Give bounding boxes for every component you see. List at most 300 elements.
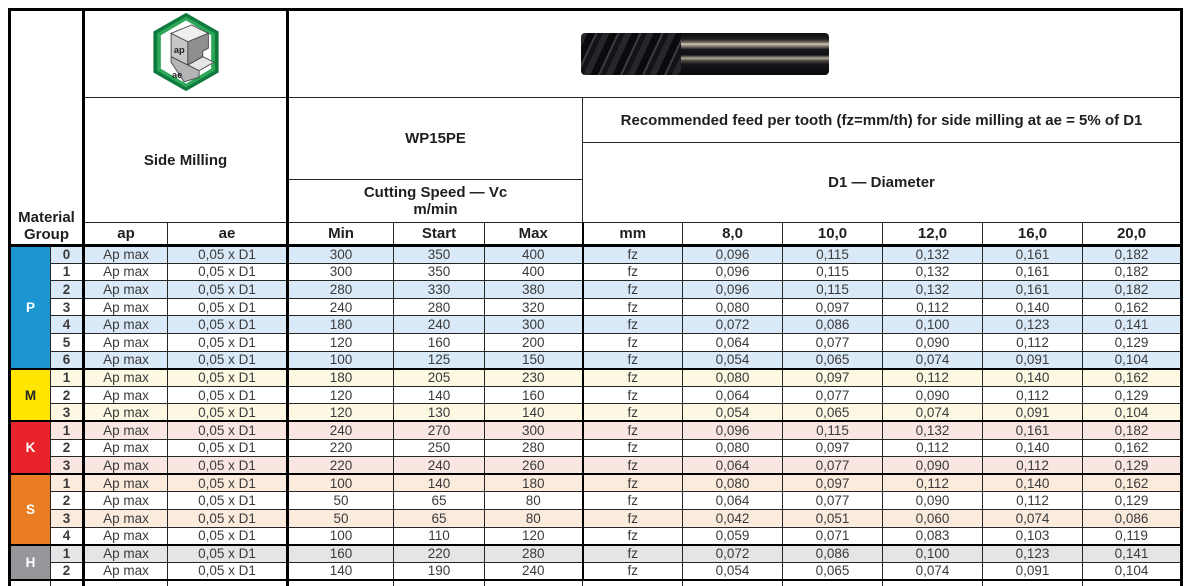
fz-d8-cell: 0,054	[683, 404, 783, 422]
ap-max-cell: Ap max	[84, 246, 168, 264]
material-group-line1: Material	[18, 208, 75, 226]
fz-d16-cell: 0,140	[983, 298, 1083, 316]
fz-d8-cell: 0,096	[683, 246, 783, 264]
empty-cell	[10, 580, 51, 586]
col-d20: 20,0	[1083, 223, 1182, 246]
vc-min-cell: 280	[288, 281, 394, 299]
vc-max-cell: 150	[485, 351, 583, 369]
vc-min-cell: 160	[288, 545, 394, 563]
fz-d8-cell: 0,072	[683, 316, 783, 334]
fz-d20-cell: 0,104	[1083, 351, 1182, 369]
fz-d8-cell: 0,096	[683, 281, 783, 299]
fz-d20-cell: 0,129	[1083, 492, 1182, 510]
fz-d10-cell: 0,086	[783, 316, 883, 334]
vc-max-cell: 400	[485, 263, 583, 281]
iso-group-number: 3	[51, 509, 84, 527]
vc-min-cell: 220	[288, 439, 394, 457]
ae-cell: 0,05 x D1	[168, 263, 288, 281]
vc-min-cell: 50	[288, 509, 394, 527]
ap-max-cell: Ap max	[84, 386, 168, 404]
fz-d10-cell: 0,051	[783, 509, 883, 527]
iso-group-number: 2	[51, 492, 84, 510]
table-row	[10, 404, 1182, 422]
material-group-header	[10, 10, 84, 246]
fz-d10-cell: 0,077	[783, 492, 883, 510]
fz-label-cell: fz	[583, 421, 683, 439]
table-row	[10, 562, 1182, 580]
empty-cell	[168, 580, 288, 586]
table-row	[10, 316, 1182, 334]
vc-min-cell: 50	[288, 492, 394, 510]
vc-min-cell: 240	[288, 421, 394, 439]
svg-text:ap: ap	[173, 44, 185, 55]
vc-start-cell: 350	[394, 263, 485, 281]
ae-cell: 0,05 x D1	[168, 474, 288, 492]
table-row	[10, 333, 1182, 351]
vc-start-cell: 160	[394, 333, 485, 351]
ap-max-cell: Ap max	[84, 439, 168, 457]
vc-max-cell: 380	[485, 281, 583, 299]
vc-max-cell: 180	[485, 474, 583, 492]
fz-d10-cell: 0,115	[783, 421, 883, 439]
fz-d10-cell: 0,115	[783, 246, 883, 264]
ae-cell: 0,05 x D1	[168, 333, 288, 351]
vc-start-cell: 250	[394, 439, 485, 457]
col-d10: 10,0	[783, 223, 883, 246]
fz-d10-cell: 0,097	[783, 439, 883, 457]
fz-label-cell: fz	[583, 316, 683, 334]
cutting-data-table	[8, 8, 1183, 586]
fz-d8-cell: 0,064	[683, 457, 783, 475]
vc-min-cell: 140	[288, 562, 394, 580]
empty-cell	[485, 580, 583, 586]
table-row	[10, 527, 1182, 545]
fz-d8-cell: 0,072	[683, 545, 783, 563]
ap-max-cell: Ap max	[84, 527, 168, 545]
material-group-band-S: S	[10, 474, 51, 544]
fz-d20-cell: 0,141	[1083, 316, 1182, 334]
iso-group-number: 6	[51, 351, 84, 369]
fz-d16-cell: 0,140	[983, 474, 1083, 492]
col-d8: 8,0	[683, 223, 783, 246]
ae-cell: 0,05 x D1	[168, 281, 288, 299]
ae-cell: 0,05 x D1	[168, 492, 288, 510]
ae-cell: 0,05 x D1	[168, 386, 288, 404]
vc-min-cell: 120	[288, 386, 394, 404]
ae-cell: 0,05 x D1	[168, 421, 288, 439]
iso-group-number: 2	[51, 562, 84, 580]
fz-label-cell: fz	[583, 281, 683, 299]
fz-label-cell: fz	[583, 386, 683, 404]
fz-d10-cell: 0,077	[783, 386, 883, 404]
ae-cell: 0,05 x D1	[168, 562, 288, 580]
fz-d10-cell: 0,065	[783, 562, 883, 580]
ae-cell: 0,05 x D1	[168, 439, 288, 457]
fz-d10-cell: 0,115	[783, 263, 883, 281]
vc-start-cell: 140	[394, 474, 485, 492]
iso-group-number: 2	[51, 386, 84, 404]
grade-heading: WP15PE	[288, 98, 583, 180]
col-max: Max	[485, 223, 583, 246]
fz-d16-cell: 0,103	[983, 527, 1083, 545]
vc-max-cell: 320	[485, 298, 583, 316]
fz-d12-cell: 0,074	[883, 562, 983, 580]
empty-cell	[288, 580, 394, 586]
fz-d10-cell: 0,097	[783, 369, 883, 387]
vc-min-cell: 300	[288, 246, 394, 264]
empty-cell	[394, 580, 485, 586]
iso-group-number: 2	[51, 439, 84, 457]
ae-cell: 0,05 x D1	[168, 316, 288, 334]
vc-max-cell: 230	[485, 369, 583, 387]
fz-label-cell: fz	[583, 333, 683, 351]
fz-d20-cell: 0,104	[1083, 404, 1182, 422]
iso-group-number: 3	[51, 404, 84, 422]
vc-start-cell: 220	[394, 545, 485, 563]
end-mill-flutes	[581, 33, 681, 75]
column-header-row	[10, 223, 1182, 246]
table-row	[10, 298, 1182, 316]
fz-d20-cell: 0,162	[1083, 298, 1182, 316]
side-milling-heading: Side Milling	[84, 98, 288, 223]
fz-d16-cell: 0,074	[983, 509, 1083, 527]
ae-cell: 0,05 x D1	[168, 404, 288, 422]
ap-max-cell: Ap max	[84, 316, 168, 334]
fz-d8-cell: 0,080	[683, 439, 783, 457]
feed-note: Recommended feed per tooth (fz=mm/th) for side milling at ae = 5% of D1	[583, 98, 1182, 143]
col-start: Start	[394, 223, 485, 246]
iso-group-number: 3	[51, 457, 84, 475]
fz-d10-cell: 0,071	[783, 527, 883, 545]
fz-d8-cell: 0,059	[683, 527, 783, 545]
ae-cell: 0,05 x D1	[168, 527, 288, 545]
vc-start-cell: 190	[394, 562, 485, 580]
cutting-speed-label: Cutting Speed — Vc	[363, 183, 508, 201]
fz-d12-cell: 0,090	[883, 333, 983, 351]
fz-d10-cell: 0,097	[783, 474, 883, 492]
fz-d12-cell: 0,100	[883, 545, 983, 563]
fz-d12-cell: 0,112	[883, 439, 983, 457]
cutting-data-body	[10, 246, 1182, 586]
fz-d8-cell: 0,064	[683, 492, 783, 510]
iso-group-number: 1	[51, 421, 84, 439]
fz-d20-cell: 0,162	[1083, 439, 1182, 457]
table-row	[10, 386, 1182, 404]
fz-d12-cell: 0,090	[883, 386, 983, 404]
fz-d20-cell: 0,141	[1083, 545, 1182, 563]
fz-label-cell: fz	[583, 263, 683, 281]
fz-label-cell: fz	[583, 404, 683, 422]
fz-d20-cell: 0,104	[1083, 562, 1182, 580]
fz-d8-cell: 0,064	[683, 386, 783, 404]
fz-d20-cell: 0,182	[1083, 421, 1182, 439]
iso-group-number: 1	[51, 263, 84, 281]
fz-d16-cell: 0,140	[983, 369, 1083, 387]
fz-d12-cell: 0,083	[883, 527, 983, 545]
fz-d10-cell: 0,086	[783, 545, 883, 563]
table-row	[10, 509, 1182, 527]
vc-max-cell: 280	[485, 545, 583, 563]
fz-d8-cell: 0,064	[683, 333, 783, 351]
fz-d8-cell: 0,096	[683, 421, 783, 439]
ae-cell: 0,05 x D1	[168, 509, 288, 527]
fz-d12-cell: 0,090	[883, 492, 983, 510]
fz-d20-cell: 0,086	[1083, 509, 1182, 527]
col-d12: 12,0	[883, 223, 983, 246]
col-min: Min	[288, 223, 394, 246]
fz-d20-cell: 0,129	[1083, 457, 1182, 475]
fz-d16-cell: 0,091	[983, 404, 1083, 422]
side-milling-ap-ae-icon	[148, 11, 224, 93]
ap-max-cell: Ap max	[84, 404, 168, 422]
fz-label-cell: fz	[583, 298, 683, 316]
vc-max-cell: 300	[485, 421, 583, 439]
vc-min-cell: 180	[288, 316, 394, 334]
vc-min-cell: 120	[288, 333, 394, 351]
ap-max-cell: Ap max	[84, 298, 168, 316]
vc-start-cell: 65	[394, 492, 485, 510]
vc-start-cell: 270	[394, 421, 485, 439]
vc-max-cell: 120	[485, 527, 583, 545]
fz-d16-cell: 0,112	[983, 386, 1083, 404]
empty-cell	[683, 580, 783, 586]
fz-d8-cell: 0,080	[683, 474, 783, 492]
end-mill-shank	[681, 33, 829, 75]
fz-d20-cell: 0,182	[1083, 246, 1182, 264]
fz-d16-cell: 0,123	[983, 316, 1083, 334]
material-group-line2: Group	[24, 225, 69, 243]
col-ae: ae	[168, 223, 288, 246]
col-d16: 16,0	[983, 223, 1083, 246]
vc-start-cell: 280	[394, 298, 485, 316]
header-row-2	[10, 98, 1182, 143]
empty-cell	[983, 580, 1083, 586]
ap-max-cell: Ap max	[84, 263, 168, 281]
vc-max-cell: 280	[485, 439, 583, 457]
vc-start-cell: 330	[394, 281, 485, 299]
vc-max-cell: 200	[485, 333, 583, 351]
fz-label-cell: fz	[583, 509, 683, 527]
ap-max-cell: Ap max	[84, 474, 168, 492]
vc-start-cell: 240	[394, 457, 485, 475]
ap-max-cell: Ap max	[84, 545, 168, 563]
fz-d12-cell: 0,090	[883, 457, 983, 475]
empty-cell	[51, 580, 84, 586]
ap-max-cell: Ap max	[84, 333, 168, 351]
fz-label-cell: fz	[583, 492, 683, 510]
vc-max-cell: 160	[485, 386, 583, 404]
iso-group-number: 1	[51, 474, 84, 492]
col-ap: ap	[84, 223, 168, 246]
vc-min-cell: 120	[288, 404, 394, 422]
table-row	[10, 492, 1182, 510]
tool-photo-cell	[288, 10, 1182, 98]
fz-d10-cell: 0,065	[783, 351, 883, 369]
fz-d12-cell: 0,074	[883, 351, 983, 369]
ae-cell: 0,05 x D1	[168, 457, 288, 475]
table-row	[10, 474, 1182, 492]
iso-group-number: 1	[51, 545, 84, 563]
vc-min-cell: 220	[288, 457, 394, 475]
fz-d20-cell: 0,162	[1083, 474, 1182, 492]
fz-d12-cell: 0,112	[883, 298, 983, 316]
material-group-band-M: M	[10, 369, 51, 422]
vc-max-cell: 80	[485, 509, 583, 527]
iso-group-number: 0	[51, 246, 84, 264]
fz-d20-cell: 0,129	[1083, 386, 1182, 404]
ae-cell: 0,05 x D1	[168, 369, 288, 387]
fz-d12-cell: 0,112	[883, 369, 983, 387]
ap-max-cell: Ap max	[84, 351, 168, 369]
ap-max-cell: Ap max	[84, 421, 168, 439]
fz-label-cell: fz	[583, 562, 683, 580]
material-group-band-H: H	[10, 545, 51, 580]
fz-d10-cell: 0,077	[783, 457, 883, 475]
fz-d10-cell: 0,065	[783, 404, 883, 422]
fz-d12-cell: 0,112	[883, 474, 983, 492]
vc-start-cell: 110	[394, 527, 485, 545]
vc-min-cell: 180	[288, 369, 394, 387]
fz-d12-cell: 0,060	[883, 509, 983, 527]
cutting-speed-unit: m/min	[413, 201, 458, 218]
col-mm: mm	[583, 223, 683, 246]
empty-cell	[84, 580, 168, 586]
fz-label-cell: fz	[583, 246, 683, 264]
fz-d12-cell: 0,132	[883, 421, 983, 439]
table-row	[10, 439, 1182, 457]
ap-max-cell: Ap max	[84, 457, 168, 475]
svg-text:ae: ae	[171, 70, 182, 81]
fz-label-cell: fz	[583, 527, 683, 545]
iso-group-number: 4	[51, 316, 84, 334]
vc-max-cell: 300	[485, 316, 583, 334]
fz-d10-cell: 0,077	[783, 333, 883, 351]
vc-max-cell: 80	[485, 492, 583, 510]
ap-max-cell: Ap max	[84, 369, 168, 387]
ap-max-cell: Ap max	[84, 562, 168, 580]
fz-d16-cell: 0,091	[983, 562, 1083, 580]
vc-start-cell: 240	[394, 316, 485, 334]
table-row	[10, 281, 1182, 299]
fz-label-cell: fz	[583, 474, 683, 492]
table-row	[10, 421, 1182, 439]
header-icon-row	[10, 10, 1182, 98]
ae-cell: 0,05 x D1	[168, 351, 288, 369]
fz-d8-cell: 0,096	[683, 263, 783, 281]
end-mill-photo	[581, 33, 829, 75]
empty-cell	[883, 580, 983, 586]
iso-group-number: 5	[51, 333, 84, 351]
fz-d16-cell: 0,091	[983, 351, 1083, 369]
fz-d8-cell: 0,054	[683, 351, 783, 369]
fz-label-cell: fz	[583, 545, 683, 563]
vc-min-cell: 100	[288, 527, 394, 545]
fz-d20-cell: 0,162	[1083, 369, 1182, 387]
fz-d16-cell: 0,123	[983, 545, 1083, 563]
table-row	[10, 351, 1182, 369]
fz-d8-cell: 0,042	[683, 509, 783, 527]
iso-group-number: 2	[51, 281, 84, 299]
fz-label-cell: fz	[583, 369, 683, 387]
fz-d12-cell: 0,132	[883, 263, 983, 281]
vc-max-cell: 260	[485, 457, 583, 475]
table-row	[10, 263, 1182, 281]
fz-d10-cell: 0,097	[783, 298, 883, 316]
vc-start-cell: 140	[394, 386, 485, 404]
material-group-band-K: K	[10, 421, 51, 474]
ap-max-cell: Ap max	[84, 492, 168, 510]
fz-d16-cell: 0,161	[983, 281, 1083, 299]
fz-d16-cell: 0,112	[983, 457, 1083, 475]
table-row	[10, 369, 1182, 387]
fz-d16-cell: 0,161	[983, 246, 1083, 264]
fz-label-cell: fz	[583, 351, 683, 369]
empty-cell	[1083, 580, 1182, 586]
side-milling-icon-cell	[84, 10, 288, 98]
vc-min-cell: 300	[288, 263, 394, 281]
ap-max-cell: Ap max	[84, 281, 168, 299]
ae-cell: 0,05 x D1	[168, 545, 288, 563]
table-row	[10, 545, 1182, 563]
fz-d10-cell: 0,115	[783, 281, 883, 299]
fz-d16-cell: 0,161	[983, 263, 1083, 281]
iso-group-number: 3	[51, 298, 84, 316]
fz-label-cell: fz	[583, 457, 683, 475]
cutting-speed-heading	[288, 180, 583, 223]
vc-max-cell: 140	[485, 404, 583, 422]
cut-off-row	[10, 580, 1182, 586]
fz-d12-cell: 0,074	[883, 404, 983, 422]
ae-cell: 0,05 x D1	[168, 246, 288, 264]
fz-d12-cell: 0,132	[883, 246, 983, 264]
vc-start-cell: 130	[394, 404, 485, 422]
fz-d12-cell: 0,100	[883, 316, 983, 334]
vc-min-cell: 100	[288, 474, 394, 492]
vc-start-cell: 125	[394, 351, 485, 369]
fz-d16-cell: 0,112	[983, 333, 1083, 351]
fz-d8-cell: 0,080	[683, 369, 783, 387]
fz-d8-cell: 0,080	[683, 298, 783, 316]
ae-cell: 0,05 x D1	[168, 298, 288, 316]
fz-d12-cell: 0,132	[883, 281, 983, 299]
fz-d16-cell: 0,112	[983, 492, 1083, 510]
fz-d16-cell: 0,140	[983, 439, 1083, 457]
vc-start-cell: 350	[394, 246, 485, 264]
fz-d8-cell: 0,054	[683, 562, 783, 580]
fz-d16-cell: 0,161	[983, 421, 1083, 439]
vc-start-cell: 205	[394, 369, 485, 387]
empty-cell	[783, 580, 883, 586]
empty-cell	[583, 580, 683, 586]
fz-label-cell: fz	[583, 439, 683, 457]
diameter-heading: D1 — Diameter	[583, 143, 1182, 223]
iso-group-number: 4	[51, 527, 84, 545]
fz-d20-cell: 0,119	[1083, 527, 1182, 545]
vc-min-cell: 100	[288, 351, 394, 369]
vc-max-cell: 400	[485, 246, 583, 264]
table-row	[10, 246, 1182, 264]
material-group-band-P: P	[10, 246, 51, 369]
iso-group-number: 1	[51, 369, 84, 387]
fz-d20-cell: 0,182	[1083, 263, 1182, 281]
ap-max-cell: Ap max	[84, 509, 168, 527]
vc-start-cell: 65	[394, 509, 485, 527]
vc-max-cell: 240	[485, 562, 583, 580]
fz-d20-cell: 0,129	[1083, 333, 1182, 351]
table-row	[10, 457, 1182, 475]
vc-min-cell: 240	[288, 298, 394, 316]
fz-d20-cell: 0,182	[1083, 281, 1182, 299]
